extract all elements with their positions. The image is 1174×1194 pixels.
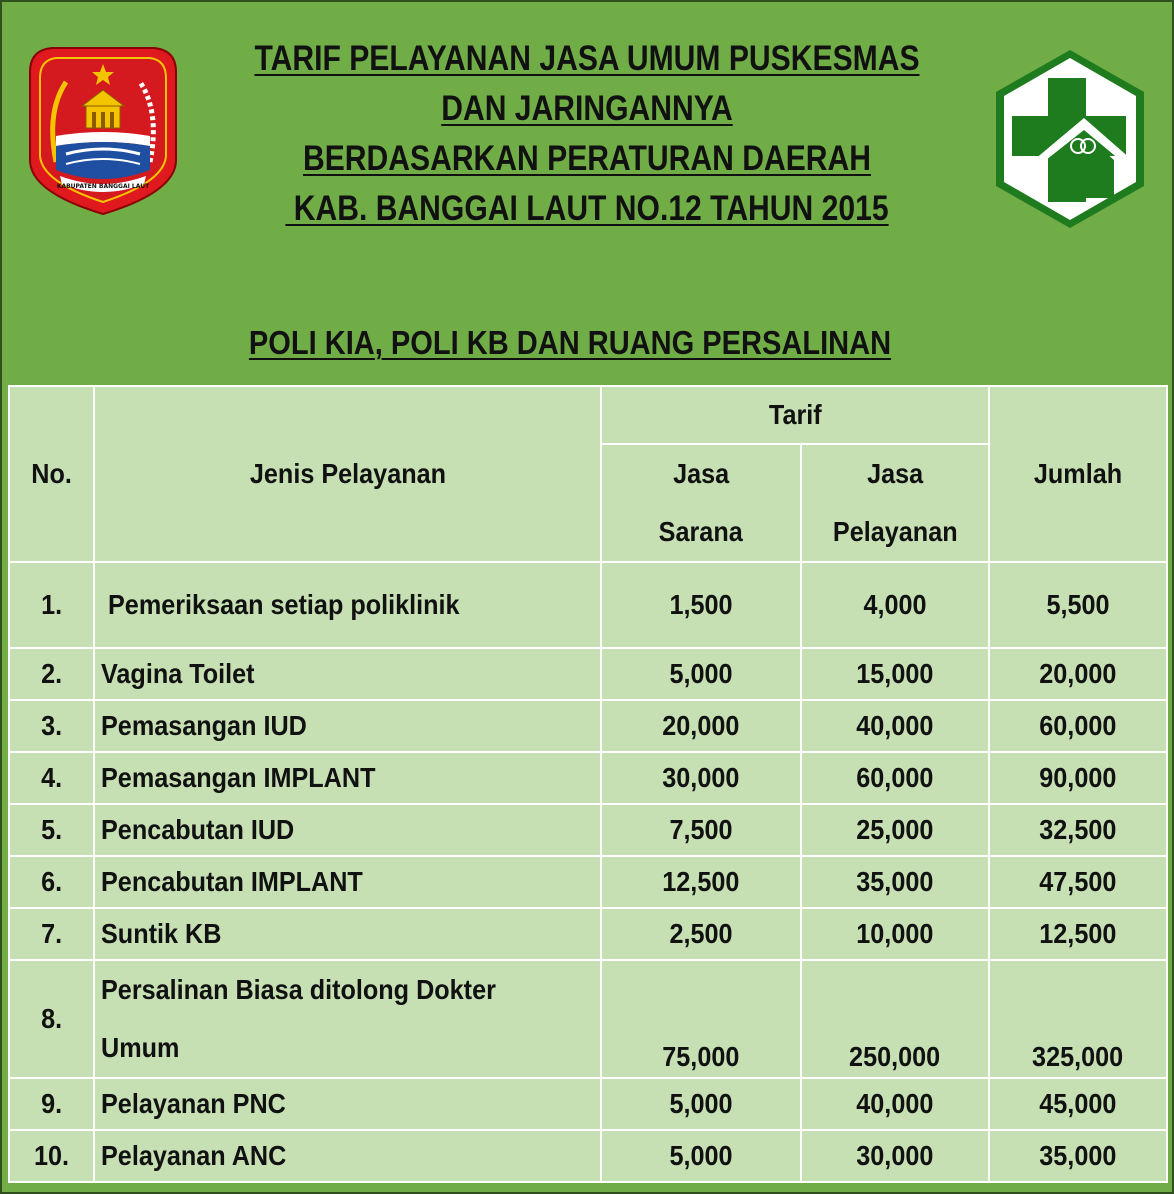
row-pelayanan: 35,000: [801, 856, 989, 908]
row-service: Pencabutan IUD: [94, 804, 601, 856]
row-jumlah: 90,000: [989, 752, 1167, 804]
row-jumlah: 5,500: [989, 562, 1167, 648]
row-sarana: 7,500: [601, 804, 801, 856]
table-row: [9, 700, 1167, 752]
table-row: [9, 1130, 1167, 1182]
row-sarana: 5,000: [601, 648, 801, 700]
row-sarana: 5,000: [601, 1130, 801, 1182]
header-jasa-sarana: Jasa Sarana: [601, 444, 801, 562]
row-pelayanan: 60,000: [801, 752, 989, 804]
row-no: 3.: [9, 700, 94, 752]
row-pelayanan: 15,000: [801, 648, 989, 700]
row-jumlah: 12,500: [989, 908, 1167, 960]
row-no: 2.: [9, 648, 94, 700]
subtitle-text: POLI KIA, POLI KB DAN RUANG PERSALINAN: [248, 324, 892, 361]
row-pelayanan: 30,000: [801, 1130, 989, 1182]
table-row: [9, 960, 1167, 1078]
row-pelayanan: 4,000: [801, 562, 989, 648]
title-line-3: BERDASARKAN PERATURAN DAERAH: [302, 139, 872, 178]
row-service: Pemasangan IMPLANT: [94, 752, 601, 804]
row-service: Suntik KB: [94, 908, 601, 960]
row-sarana: 20,000: [601, 700, 801, 752]
row-no: 8.: [9, 960, 94, 1078]
header-row-1: [9, 386, 1167, 444]
row-sarana: 75,000: [601, 960, 801, 1078]
row-sarana: 2,500: [601, 908, 801, 960]
row-sarana: 5,000: [601, 1078, 801, 1130]
header-jasa-pelayanan: Jasa Pelayanan: [801, 444, 989, 562]
title-line-2: DAN JARINGANNYA: [441, 89, 733, 128]
row-jumlah: 20,000: [989, 648, 1167, 700]
row-pelayanan: 250,000: [801, 960, 989, 1078]
row-pelayanan: 10,000: [801, 908, 989, 960]
row-jumlah: 60,000: [989, 700, 1167, 752]
row-service: Pelayanan PNC: [94, 1078, 601, 1130]
row-sarana: 1,500: [601, 562, 801, 648]
row-service: Pemasangan IUD: [94, 700, 601, 752]
title-line-4: KAB. BANGGAI LAUT NO.12 TAHUN 2015: [285, 189, 889, 228]
row-jumlah: 35,000: [989, 1130, 1167, 1182]
page-title: [237, 34, 937, 234]
row-jumlah: 47,500: [989, 856, 1167, 908]
row-pelayanan: 40,000: [801, 1078, 989, 1130]
table-row: [9, 1078, 1167, 1130]
row-no: 6.: [9, 856, 94, 908]
title-line-1: TARIF PELAYANAN JASA UMUM PUSKESMAS: [254, 39, 920, 78]
table-row: [9, 562, 1167, 648]
kabupaten-emblem-icon: [26, 42, 180, 216]
row-service: Pemeriksaan setiap poliklinik: [94, 562, 601, 648]
row-sarana: 30,000: [601, 752, 801, 804]
row-service: Vagina Toilet: [94, 648, 601, 700]
row-no: 5.: [9, 804, 94, 856]
row-no: 4.: [9, 752, 94, 804]
table-row: [9, 908, 1167, 960]
puskesmas-logo-icon: [994, 48, 1146, 230]
row-jumlah: 325,000: [989, 960, 1167, 1078]
row-jumlah: 32,500: [989, 804, 1167, 856]
table-row: [9, 648, 1167, 700]
row-no: 9.: [9, 1078, 94, 1130]
header-jumlah: Jumlah: [989, 386, 1167, 562]
table-row: [9, 752, 1167, 804]
row-pelayanan: 25,000: [801, 804, 989, 856]
row-no: 7.: [9, 908, 94, 960]
table-row: [9, 804, 1167, 856]
row-sarana: 12,500: [601, 856, 801, 908]
header-tarif: Tarif: [601, 386, 989, 444]
row-jumlah: 45,000: [989, 1078, 1167, 1130]
row-service: Pencabutan IMPLANT: [94, 856, 601, 908]
section-subtitle: [156, 320, 983, 366]
emblem-text: KABUPATEN BANGGAI LAUT: [56, 183, 150, 190]
row-pelayanan: 40,000: [801, 700, 989, 752]
row-no: 10.: [9, 1130, 94, 1182]
table-row: [9, 856, 1167, 908]
tariff-table: [8, 385, 1168, 1183]
row-service: Pelayanan ANC: [94, 1130, 601, 1182]
row-service: Persalinan Biasa ditolong Dokter Umum: [94, 960, 601, 1078]
header-service: Jenis Pelayanan: [94, 386, 601, 562]
row-no: 1.: [9, 562, 94, 648]
header-no: No.: [9, 386, 94, 562]
